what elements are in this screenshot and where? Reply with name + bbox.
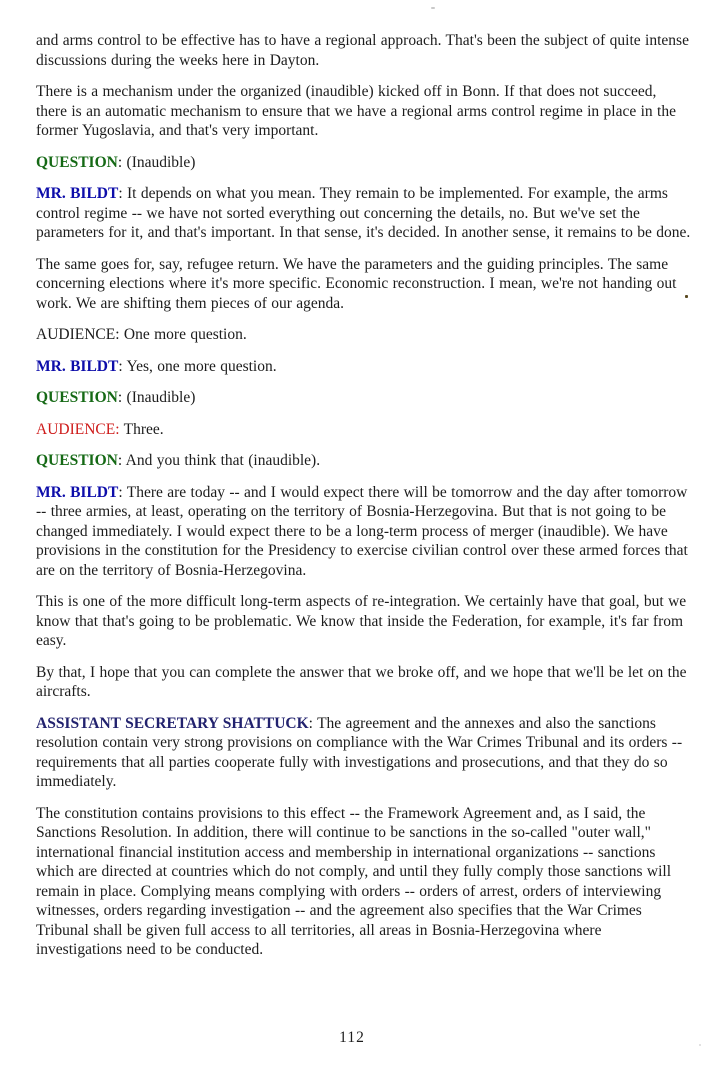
transcript-paragraph [36, 184, 691, 243]
scan-speck [685, 295, 688, 298]
transcript-paragraph [36, 31, 691, 70]
paragraph-text: The constitution contains provisions to this effect -- the Framework Agreement and, as I said, the Sanctions Resolution. In addition, there will continue to be sanctions in the so-called "outer wall," international financial institution access and membership in international organizations -- sanctions which are directed at countries which do not comply, and until they fully comply those sanctions will remain in place. Complying means complying with orders -- orders of arrest, orders of interviewing witnesses, orders regarding investigation -- and the agreement also specifies that the War Crimes Tribunal shall be given full access to all territories, all areas in Bosnia-Herzegovina where investigations need to be conducted. [36, 804, 672, 958]
paragraph-text: There is a mechanism under the organized (inaudible) kicked off in Bonn. If that does not succeed, there is an automatic mechanism to ensure that we have a regional arms control regime in place in the former Yugoslavia, and that's very important. [36, 83, 676, 139]
transcript-paragraph [36, 153, 691, 173]
speaker-label: QUESTION [36, 389, 118, 406]
transcript-paragraph [36, 255, 691, 314]
speaker-label: MR. BILDT [36, 185, 119, 202]
paragraph-text: It depends on what you mean. They remain to be implemented. For example, the arms control regime -- we have not sorted everything out concerning the details, no. But we've set the parameters for it, and that's important. In that sense, it's decided. In another sense, it remains to be done. [36, 185, 691, 241]
transcript-paragraph [36, 420, 691, 440]
paragraph-text: And you think that (inaudible). [125, 452, 321, 469]
speaker-colon: : [118, 483, 127, 501]
paragraph-text: By that, I hope that you can complete the answer that we broke off, and we hope that we'll be let on the aircrafts. [36, 663, 687, 700]
speaker-colon: : [118, 185, 128, 202]
speaker-colon: : [308, 714, 318, 732]
speaker-colon: : [117, 452, 126, 469]
scan-speck [431, 7, 435, 9]
paragraph-text: Three. [123, 420, 164, 438]
paragraph-text: There are today -- and I would expect there will be tomorrow and the day after tomorrow -- three armies, at least, operating on the territory of Bosnia-Herzegovina. But that is not going to be changed immediately. I would expect there to be a long-term process of merger (inaudible). We have provisions in the constitution for the Presidency to exercise civilian control over these armed forces that are on the territory of Bosnia-Herzegovina. [36, 483, 688, 579]
page-number: 112 [339, 1029, 365, 1046]
speaker-label: AUDIENCE [36, 420, 116, 438]
paragraph-text: Yes, one more question. [126, 357, 277, 375]
paragraph-text: This is one of the more difficult long-term aspects of re-integration. We certainly have that goal, but we know that that's going to be problematic. We know that inside the Federation, for example, it's far from easy. [36, 593, 687, 649]
transcript-paragraph [36, 592, 691, 651]
speaker-colon: : [118, 357, 127, 375]
speaker-colon: : [115, 326, 124, 343]
speaker-label: MR. BILDT [36, 483, 119, 501]
speaker-label: MR. BILDT [36, 357, 119, 375]
speaker-colon: : [117, 389, 127, 406]
transcript-paragraph [36, 714, 691, 792]
paragraph-text: (Inaudible) [126, 153, 196, 171]
speaker-label: AUDIENCE [36, 326, 116, 343]
scan-speck [699, 1044, 701, 1046]
transcript-paragraph [36, 451, 691, 471]
speaker-label: QUESTION [36, 153, 118, 171]
transcript-paragraph [36, 663, 691, 702]
paragraph-text: The same goes for, say, refugee return. We have the parameters and the guiding principles. The same concerning elections where it's more specific. Economic reconstruction. I mean, we're not handing out work. We are shifting them pieces of our agenda. [36, 255, 677, 312]
transcript-paragraph [36, 388, 691, 408]
transcript-paragraph [36, 357, 691, 377]
transcript-paragraph [36, 325, 691, 345]
paragraph-text: and arms control to be effective has to have a regional approach. That's been the subject of quite intense discussions during the weeks here in Dayton. [36, 32, 689, 69]
paragraph-text: (Inaudible) [126, 389, 196, 406]
speaker-colon: : [117, 153, 127, 171]
paragraph-text: One more question. [123, 326, 247, 343]
paragraph-text: The agreement and the annexes and also the sanctions resolution contain very strong provisions on compliance with the War Crimes Tribunal and its orders -- requirements that all parties cooperate fully with investigations and prosecutions, and that they do so immediately. [36, 714, 683, 790]
speaker-label: ASSISTANT SECRETARY SHATTUCK [36, 714, 309, 732]
transcript-paragraph [36, 82, 691, 141]
transcript-paragraph [36, 804, 691, 960]
transcript-paragraph [36, 483, 691, 581]
speaker-label: QUESTION [36, 452, 118, 469]
speaker-colon: : [115, 420, 124, 438]
transcript-body [36, 31, 691, 972]
